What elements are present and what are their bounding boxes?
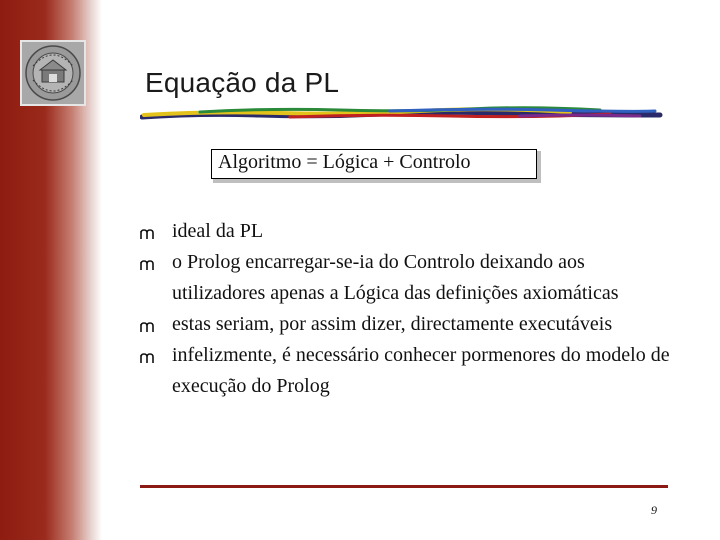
- formula-text: Algoritmo = Lógica + Controlo: [211, 149, 537, 179]
- page-number: 9: [651, 503, 657, 517]
- bullet-item: [140, 216, 680, 247]
- bullet-item: [140, 340, 680, 402]
- m-bullet-icon: [140, 260, 154, 271]
- bullet-text: infelizmente, é necessário conhecer pormenores do modelo de execução do Prolog: [172, 344, 670, 397]
- m-bullet-icon: [140, 353, 154, 364]
- bullet-list: [140, 216, 680, 402]
- m-bullet-icon: [140, 322, 154, 333]
- bullet-text: o Prolog encarregar-se-ia do Controlo deixando aos utilizadores apenas a Lógica das definições axiomáticas: [172, 251, 619, 304]
- bullet-item: [140, 247, 680, 309]
- brush-stroke-divider: [140, 104, 665, 124]
- university-seal-icon: [20, 40, 86, 106]
- bullet-text: estas seriam, por assim dizer, directamente executáveis: [172, 313, 613, 335]
- bullet-text: ideal da PL: [172, 220, 264, 242]
- formula-box: [213, 151, 541, 183]
- slide-title: Equação da PL: [145, 67, 340, 98]
- bullet-item: [140, 309, 680, 340]
- footer-rule: [140, 485, 668, 488]
- m-bullet-icon: [140, 229, 154, 240]
